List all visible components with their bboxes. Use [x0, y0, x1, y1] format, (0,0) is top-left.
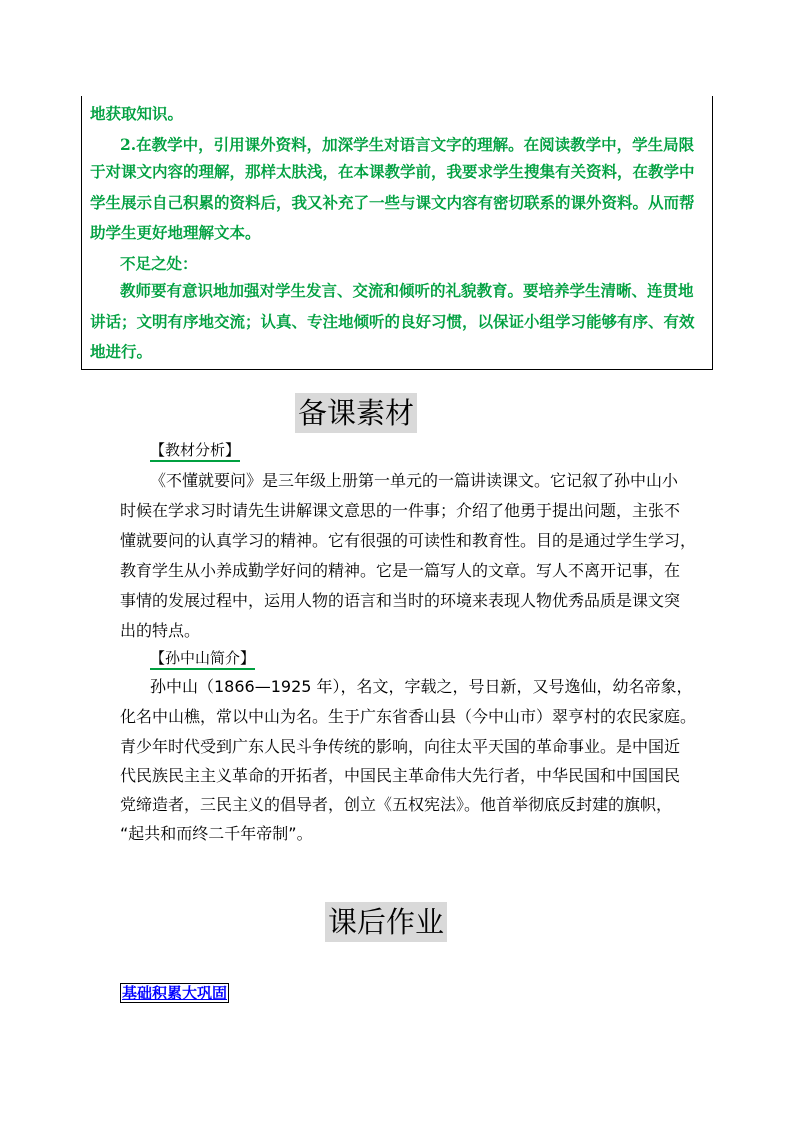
reflection-line: 学生展示自己积累的资料后，我又补充了一些与课文内容有密切联系的课外资料。从而帮: [90, 193, 695, 212]
analysis-line: 教育学生从小养成勤学好问的精神。它是一篇写人的文章。写人不离开记事，在: [120, 561, 681, 580]
analysis-line: 事情的发展过程中，运用人物的语言和当时的环境来表现人物优秀品质是课文突: [120, 591, 681, 610]
reflection-line: 助学生更好地理解文本。: [90, 223, 261, 242]
bio-line: 化名中山樵，常以中山为名。生于广东省香山县（今中山市）翠亨村的农民家庭。: [120, 707, 697, 726]
bio-tag: 【孙中山简介】: [150, 648, 255, 670]
reflection-line: 地获取知识。: [90, 104, 184, 123]
prep-heading: 备课素材: [295, 393, 417, 433]
bio-line: 孙中山（1866—1925 年），名文，字载之，号日新，又号逸仙，幼名帝象，: [150, 677, 693, 696]
homework-section-label: 基础积累大巩固: [122, 984, 228, 1002]
analysis-line: 时候在学求习时请先生讲解课文意思的一件事；介绍了他勇于提出问题，主张不: [120, 501, 681, 520]
bio-line: “起共和而终二千年帝制”。: [120, 824, 313, 843]
reflection-line: 2.在教学中，引用课外资料，加深学生对语言文字的理解。在阅读教学中，学生局限: [120, 135, 695, 154]
analysis-line: 《不懂就要问》是三年级上册第一单元的一篇讲读课文。它记叙了孙中山小: [150, 471, 679, 490]
reflection-box: [81, 96, 713, 370]
analysis-line: 出的特点。: [120, 621, 201, 640]
reflection-line: 教师要有意识地加强对学生发言、交流和倾听的礼貌教育。要培养学生清晰、连贯地: [120, 281, 694, 300]
bio-line: 代民族民主主义革命的开拓者，中国民主革命伟大先行者，中华民国和中国国民: [120, 766, 681, 785]
reflection-line: 地进行。: [90, 342, 153, 361]
reflection-line: 不足之处：: [120, 254, 198, 273]
homework-heading: 课后作业: [325, 902, 447, 942]
analysis-tag: 【教材分析】: [150, 440, 240, 462]
reflection-line: 于对课文内容的理解，那样太肤浅，在本课教学前，我要求学生搜集有关资料，在教学中: [90, 162, 695, 181]
bio-line: 青少年时代受到广东人民斗争传统的影响，向往太平天国的革命事业。是中国近: [120, 737, 681, 756]
bio-line: 党缔造者，三民主义的倡导者，创立《五权宪法》。他首举彻底反封建的旗帜，: [120, 795, 673, 814]
reflection-line: 讲话；文明有序地交流；认真、专注地倾听的良好习惯，以保证小组学习能够有序、有效: [90, 312, 695, 331]
analysis-line: 懂就要问的认真学习的精神。它有很强的可读性和教育性。目的是通过学生学习，: [120, 531, 697, 550]
